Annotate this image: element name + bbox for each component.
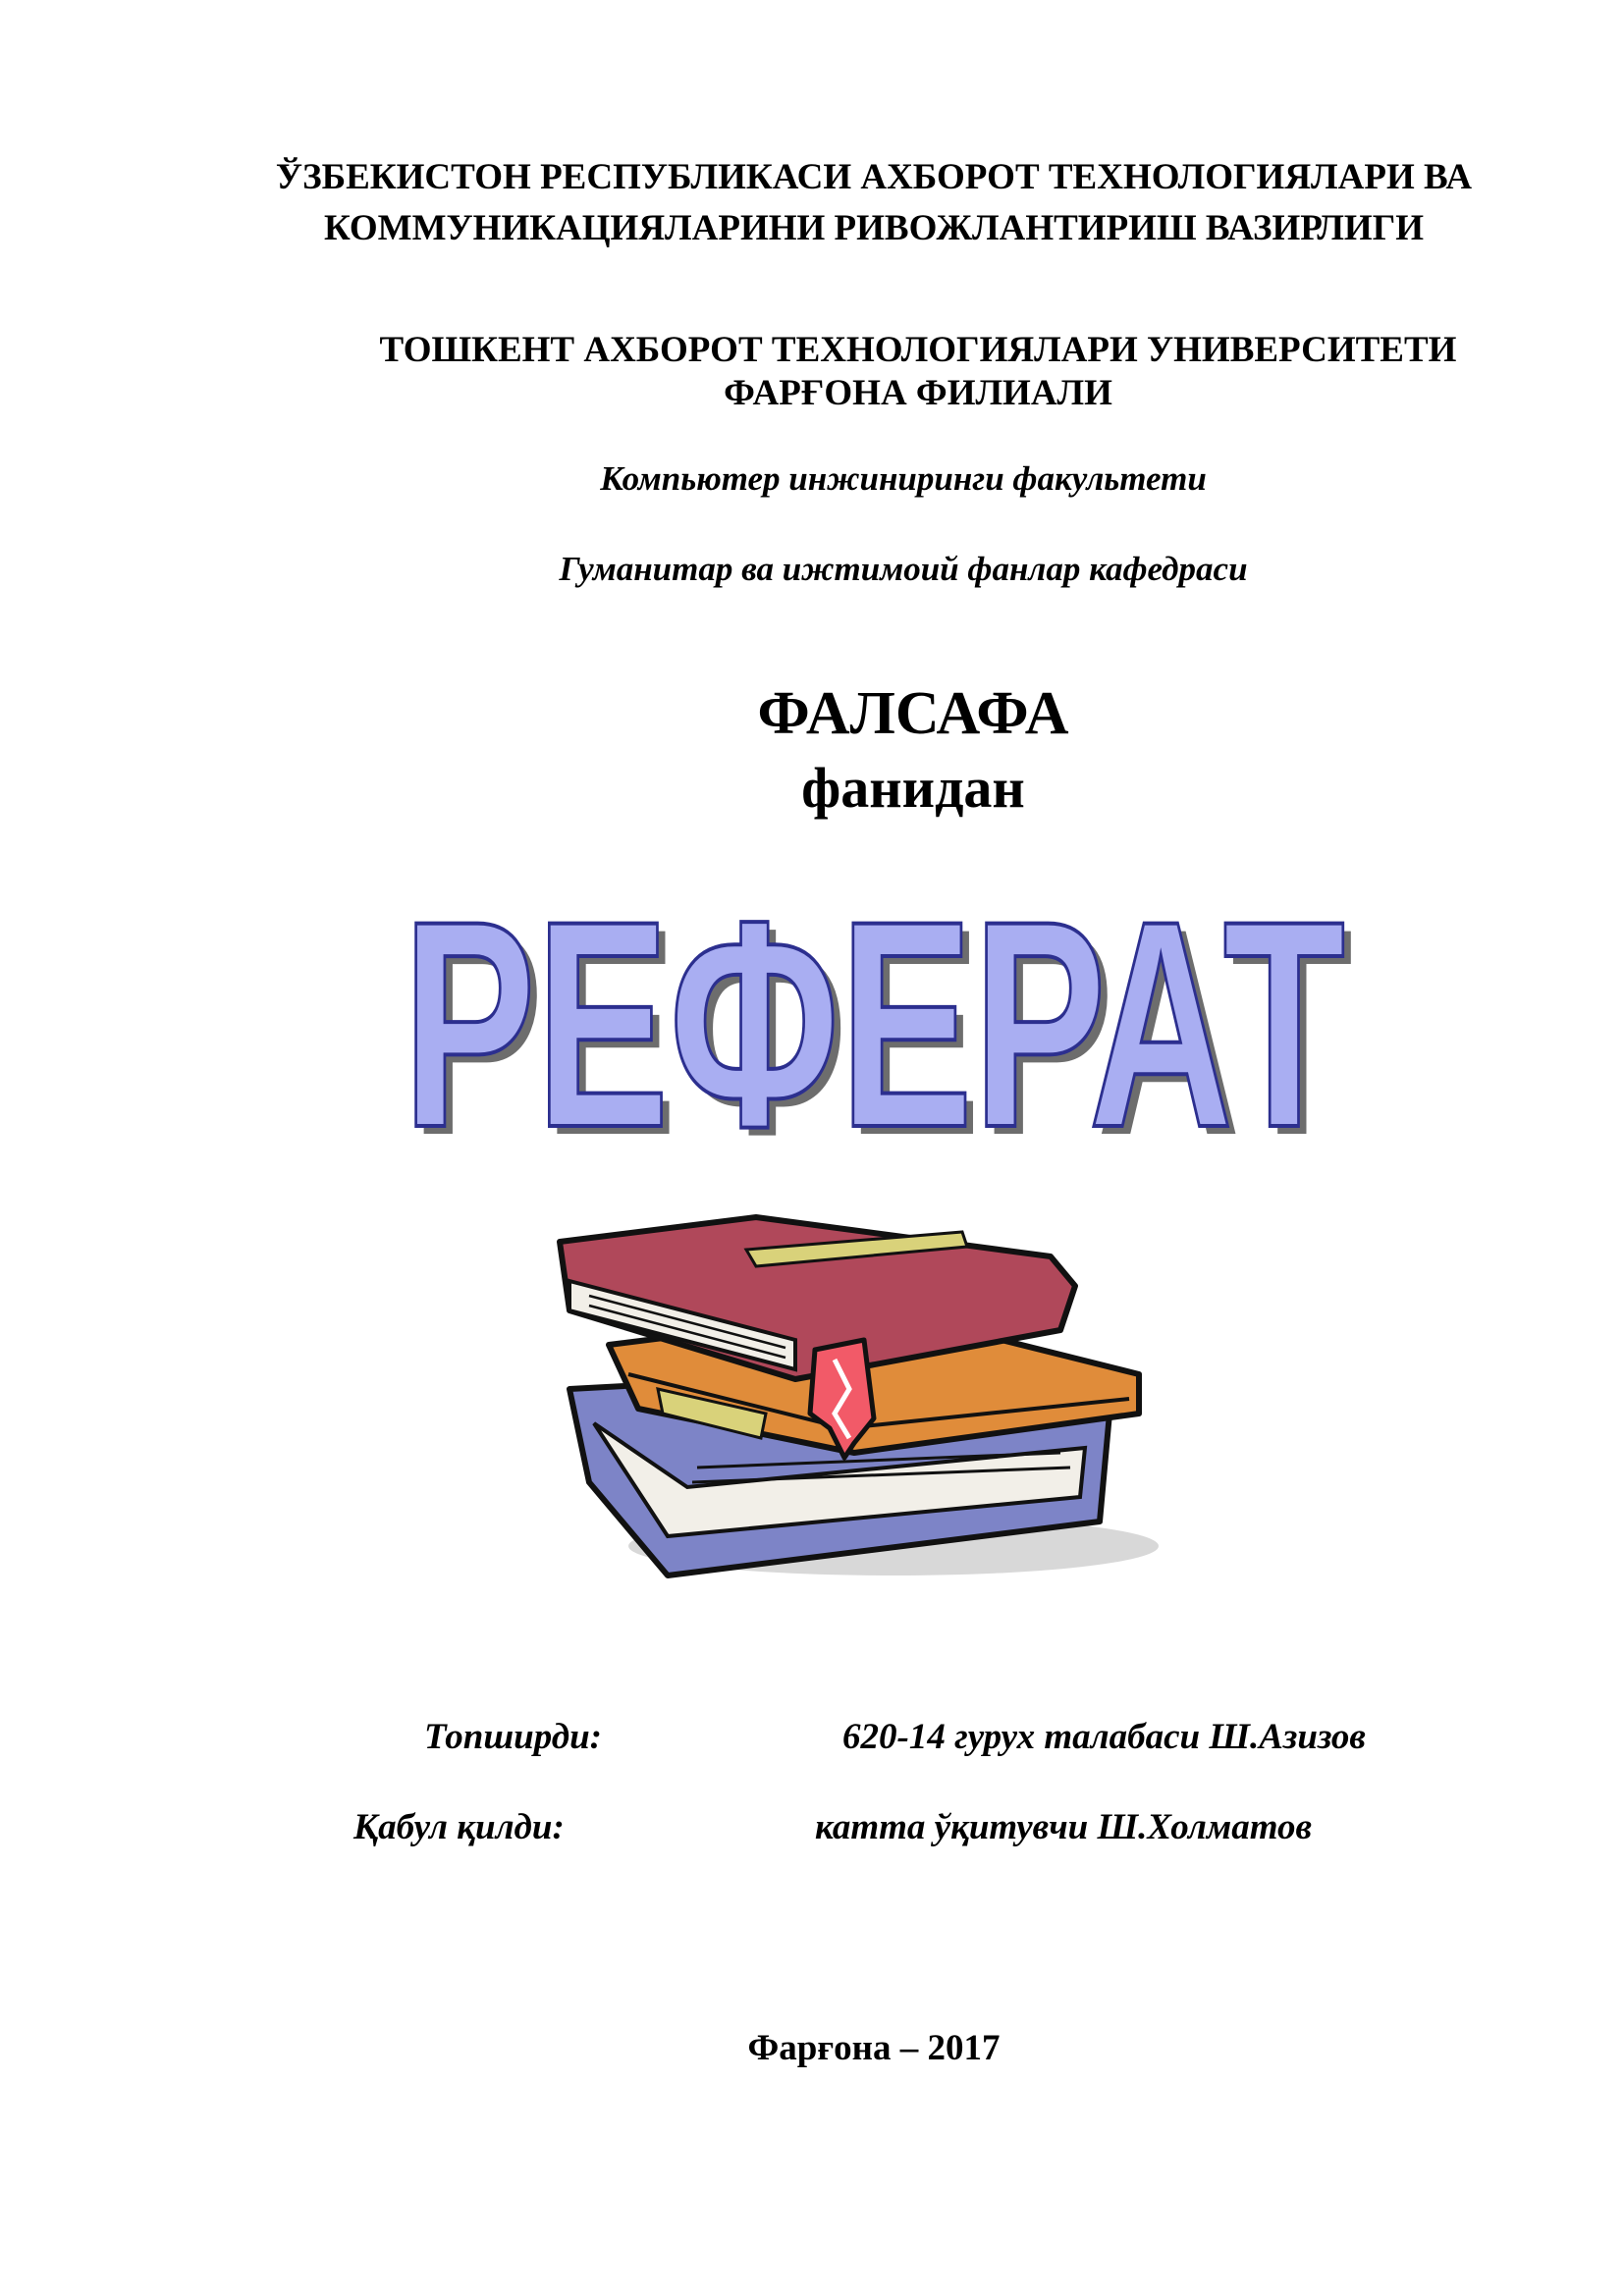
- submitted-by-value: 620-14 гурух талабаси Ш.Азизов: [842, 1717, 1366, 1757]
- books-stack-icon: [550, 1202, 1178, 1595]
- accepted-by-label: Қабул қилди:: [353, 1807, 565, 1847]
- referat-title-text: РЕФЕРАТ: [403, 879, 1345, 1163]
- referat-title: [383, 879, 1365, 1163]
- submitted-by-label: Топширди:: [424, 1717, 603, 1757]
- place-and-year: Фарғона – 2017: [747, 2028, 1001, 2068]
- subject-name: ФАЛСАФА: [757, 680, 1069, 747]
- subject-suffix: фанидан: [801, 756, 1025, 820]
- faculty-name: Компьютер инжиниринги факультети: [600, 459, 1207, 498]
- accepted-by-value: катта ўқитувчи Ш.Холматов: [815, 1807, 1313, 1847]
- university-line-1: ТОШКЕНТ АХБОРОТ ТЕХНОЛОГИЯЛАРИ УНИВЕРСИТЕТИ: [379, 330, 1457, 370]
- ministry-line-1: ЎЗБЕКИСТОН РЕСПУБЛИКАСИ АХБОРОТ ТЕХНОЛОГИЯЛАРИ ВА: [275, 157, 1473, 197]
- referat-title-shadow: РЕФЕРАТ: [410, 879, 1353, 1163]
- university-line-2: ФАРҒОНА ФИЛИАЛИ: [724, 373, 1112, 413]
- department-name: Гуманитар ва ижтимоий фанлар кафедраси: [559, 550, 1248, 588]
- ministry-line-2: КОММУНИКАЦИЯЛАРИНИ РИВОЖЛАНТИРИШ ВАЗИРЛИГИ: [323, 208, 1425, 248]
